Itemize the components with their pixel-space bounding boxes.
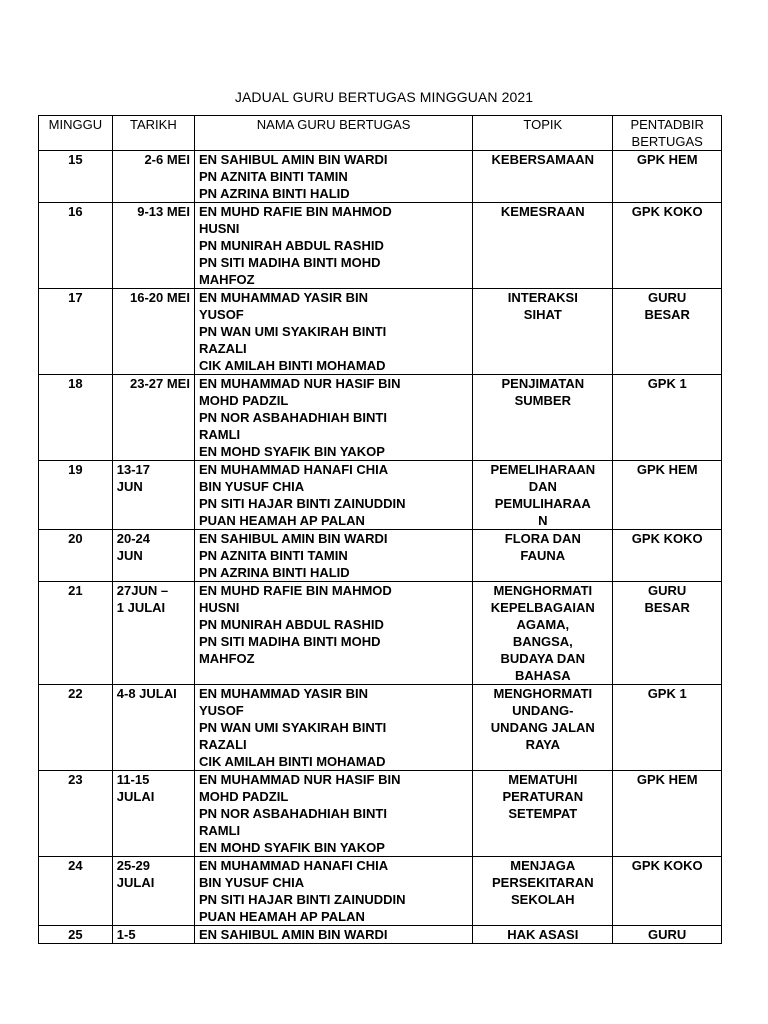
cell-nama-guru (194, 771, 472, 857)
topik-line: SEKOLAH (511, 892, 575, 907)
table-header-row (39, 116, 722, 151)
topik-line: DAN (528, 479, 557, 494)
cell-topik (473, 461, 613, 530)
topik-line: PEMELIHARAAN (490, 462, 596, 477)
cell-nama-guru (194, 857, 472, 926)
topik-line: MEMATUHI (508, 772, 578, 787)
teacher-name-line: MOHD PADZIL (198, 789, 289, 804)
pentadbir-line: GPK HEM (636, 772, 698, 787)
cell-pentadbir (613, 530, 722, 582)
teacher-name-line: PN SITI MADIHA BINTI MOHD (198, 634, 381, 649)
cell-topik (473, 203, 613, 289)
table-row (39, 926, 722, 944)
pentadbir-line: GURU (648, 583, 687, 598)
topik-line: BAHASA (514, 668, 571, 683)
cell-tarikh: 16-20 MEI (112, 289, 194, 375)
header-tarikh: TARIKH (112, 116, 194, 151)
cell-topik (473, 582, 613, 685)
topik-line: PERATURAN (502, 789, 584, 804)
teacher-name-line: YUSOF (198, 307, 244, 322)
cell-pentadbir (613, 582, 722, 685)
topik-line: N (538, 513, 548, 528)
tarikh-line: 11-15 (116, 772, 150, 787)
teacher-name-line: EN MUHD RAFIE BIN MAHMOD (198, 583, 392, 598)
teacher-name-line: EN MOHD SYAFIK BIN YAKOP (198, 840, 385, 855)
pentadbir-line: GPK 1 (647, 376, 687, 391)
table-row (39, 203, 722, 289)
cell-minggu: 20 (39, 530, 113, 582)
cell-tarikh (112, 582, 194, 685)
cell-tarikh: 23-27 MEI (112, 375, 194, 461)
table-row (39, 857, 722, 926)
tarikh-line: 1-5 (116, 927, 136, 942)
page-title: JADUAL GURU BERTUGAS MINGGUAN 2021 (234, 89, 534, 105)
cell-tarikh: 9-13 MEI (112, 203, 194, 289)
cell-nama-guru (194, 375, 472, 461)
table-row (39, 289, 722, 375)
teacher-name-line: PN MUNIRAH ABDUL RASHID (198, 617, 384, 632)
teacher-name-line: EN MUHAMMAD YASIR BIN (198, 686, 368, 701)
cell-topik (473, 926, 613, 944)
teacher-name-line: PUAN HEAMAH AP PALAN (198, 909, 365, 924)
topik-line: MENGHORMATI (493, 686, 593, 701)
table-row (39, 771, 722, 857)
tarikh-line: JUN (116, 548, 143, 563)
table-row (39, 151, 722, 203)
topik-line: INTERAKSI (507, 290, 578, 305)
cell-pentadbir (613, 375, 722, 461)
cell-minggu: 18 (39, 375, 113, 461)
header-minggu: MINGGU (39, 116, 113, 151)
teacher-name-line: RAZALI (198, 737, 247, 752)
topik-line: PENJIMATAN (501, 376, 585, 391)
cell-pentadbir (613, 771, 722, 857)
topik-line: BUDAYA DAN (500, 651, 586, 666)
duty-schedule-table (38, 115, 722, 944)
topik-line: MENGHORMATI (493, 583, 593, 598)
topik-line: PERSEKITARAN (492, 875, 594, 890)
teacher-name-line: PN AZRINA BINTI HALID (198, 186, 350, 201)
cell-minggu: 25 (39, 926, 113, 944)
pentadbir-line: GURU (648, 290, 687, 305)
teacher-name-line: EN MUHAMMAD YASIR BIN (198, 290, 368, 305)
table-row (39, 530, 722, 582)
cell-tarikh: 2-6 MEI (112, 151, 194, 203)
topik-line: MENJAGA (510, 858, 576, 873)
cell-nama-guru (194, 530, 472, 582)
cell-nama-guru (194, 926, 472, 944)
teacher-name-line: EN MUHAMMAD NUR HASIF BIN (198, 772, 401, 787)
tarikh-line: JULAI (116, 875, 155, 890)
topik-line: RAYA (525, 737, 561, 752)
cell-nama-guru (194, 203, 472, 289)
cell-minggu: 19 (39, 461, 113, 530)
teacher-name-line: PN AZNITA BINTI TAMIN (198, 169, 348, 184)
topik-line: SUMBER (514, 393, 571, 408)
pentadbir-line: GURU (648, 927, 687, 942)
topik-line: UNDANG- (512, 703, 574, 718)
teacher-name-line: EN MUHAMMAD HANAFI CHIA (198, 858, 389, 873)
cell-pentadbir (613, 685, 722, 771)
pentadbir-line: GPK KOKO (631, 858, 703, 873)
teacher-name-line: MAHFOZ (198, 272, 255, 287)
topik-line: KEPELBAGAIAN (490, 600, 595, 615)
pentadbir-line: GPK 1 (647, 686, 687, 701)
cell-minggu: 15 (39, 151, 113, 203)
teacher-name-line: EN SAHIBUL AMIN BIN WARDI (198, 152, 388, 167)
cell-topik (473, 375, 613, 461)
pentadbir-line: GPK KOKO (631, 204, 703, 219)
teacher-name-line: PN AZRINA BINTI HALID (198, 565, 350, 580)
cell-nama-guru (194, 151, 472, 203)
table-body (39, 151, 722, 944)
teacher-name-line: EN MUHAMMAD NUR HASIF BIN (198, 376, 401, 391)
topik-line: KEBERSAMAAN (491, 152, 595, 167)
topik-line: HAK ASASI (507, 927, 579, 942)
pentadbir-line: GPK KOKO (631, 531, 703, 546)
cell-minggu: 24 (39, 857, 113, 926)
header-nama-guru: NAMA GURU BERTUGAS (194, 116, 472, 151)
cell-topik (473, 771, 613, 857)
teacher-name-line: HUSNI (198, 221, 240, 236)
cell-pentadbir (613, 203, 722, 289)
cell-minggu: 16 (39, 203, 113, 289)
topik-line: PEMULIHARAA (494, 496, 591, 511)
pentadbir-line: BESAR (644, 307, 690, 322)
teacher-name-line: RAZALI (198, 341, 247, 356)
teacher-name-line: RAMLI (198, 823, 241, 838)
tarikh-line: 27JUN – (116, 583, 169, 598)
pentadbir-line: BESAR (644, 600, 690, 615)
cell-tarikh (112, 685, 194, 771)
pentadbir-line: GPK HEM (636, 462, 698, 477)
tarikh-line: 25-29 (116, 858, 151, 873)
table-row (39, 461, 722, 530)
cell-minggu: 22 (39, 685, 113, 771)
cell-topik (473, 151, 613, 203)
teacher-name-line: HUSNI (198, 600, 240, 615)
teacher-name-line: PN NOR ASBAHADHIAH BINTI (198, 806, 387, 821)
cell-pentadbir (613, 289, 722, 375)
teacher-name-line: MOHD PADZIL (198, 393, 289, 408)
cell-pentadbir (613, 461, 722, 530)
teacher-name-line: PN WAN UMI SYAKIRAH BINTI (198, 324, 387, 339)
topik-line: FAUNA (520, 548, 566, 563)
cell-topik (473, 530, 613, 582)
teacher-name-line: EN MOHD SYAFIK BIN YAKOP (198, 444, 385, 459)
teacher-name-line: PN NOR ASBAHADHIAH BINTI (198, 410, 387, 425)
topik-line: SETEMPAT (508, 806, 578, 821)
tarikh-line: 20-24 (116, 531, 151, 546)
table-row (39, 582, 722, 685)
teacher-name-line: PN SITI HAJAR BINTI ZAINUDDIN (198, 892, 406, 907)
cell-pentadbir (613, 857, 722, 926)
teacher-name-line: EN SAHIBUL AMIN BIN WARDI (198, 531, 388, 546)
tarikh-line: 4-8 JULAI (116, 686, 177, 701)
cell-minggu: 23 (39, 771, 113, 857)
topik-line: SIHAT (523, 307, 562, 322)
teacher-name-line: CIK AMILAH BINTI MOHAMAD (198, 754, 386, 769)
teacher-name-line: PUAN HEAMAH AP PALAN (198, 513, 365, 528)
topik-line: KEMESRAAN (500, 204, 585, 219)
header-pentadbir-line-1: PENTADBIR (630, 117, 704, 132)
cell-topik (473, 857, 613, 926)
teacher-name-line: PN AZNITA BINTI TAMIN (198, 548, 348, 563)
teacher-name-line: EN MUHD RAFIE BIN MAHMOD (198, 204, 392, 219)
cell-tarikh (112, 771, 194, 857)
cell-nama-guru (194, 685, 472, 771)
teacher-name-line: PN SITI MADIHA BINTI MOHD (198, 255, 381, 270)
teacher-name-line: PN WAN UMI SYAKIRAH BINTI (198, 720, 387, 735)
teacher-name-line: BIN YUSUF CHIA (198, 479, 305, 494)
cell-nama-guru (194, 289, 472, 375)
cell-tarikh (112, 530, 194, 582)
cell-tarikh (112, 926, 194, 944)
pentadbir-line: GPK HEM (636, 152, 698, 167)
topik-line: AGAMA, (516, 617, 570, 632)
teacher-name-line: EN MUHAMMAD HANAFI CHIA (198, 462, 389, 477)
cell-nama-guru (194, 582, 472, 685)
teacher-name-line: MAHFOZ (198, 651, 255, 666)
header-topik: TOPIK (473, 116, 613, 151)
table-row (39, 375, 722, 461)
tarikh-line: JULAI (116, 789, 155, 804)
tarikh-line: JUN (116, 479, 143, 494)
topik-line: FLORA DAN (504, 531, 581, 546)
cell-topik (473, 289, 613, 375)
cell-nama-guru (194, 461, 472, 530)
tarikh-line: 13-17 (116, 462, 151, 477)
cell-topik (473, 685, 613, 771)
table-row (39, 685, 722, 771)
header-pentadbir (613, 116, 722, 151)
teacher-name-line: CIK AMILAH BINTI MOHAMAD (198, 358, 386, 373)
cell-minggu: 17 (39, 289, 113, 375)
teacher-name-line: BIN YUSUF CHIA (198, 875, 305, 890)
cell-pentadbir (613, 151, 722, 203)
cell-pentadbir (613, 926, 722, 944)
cell-minggu: 21 (39, 582, 113, 685)
tarikh-line: 1 JULAI (116, 600, 166, 615)
teacher-name-line: YUSOF (198, 703, 244, 718)
topik-line: BANGSA, (512, 634, 573, 649)
topik-line: UNDANG JALAN (490, 720, 595, 735)
teacher-name-line: RAMLI (198, 427, 241, 442)
cell-tarikh (112, 857, 194, 926)
cell-tarikh (112, 461, 194, 530)
teacher-name-line: EN SAHIBUL AMIN BIN WARDI (198, 927, 388, 942)
teacher-name-line: PN SITI HAJAR BINTI ZAINUDDIN (198, 496, 406, 511)
header-pentadbir-line-2: BERTUGAS (631, 134, 703, 149)
teacher-name-line: PN MUNIRAH ABDUL RASHID (198, 238, 384, 253)
